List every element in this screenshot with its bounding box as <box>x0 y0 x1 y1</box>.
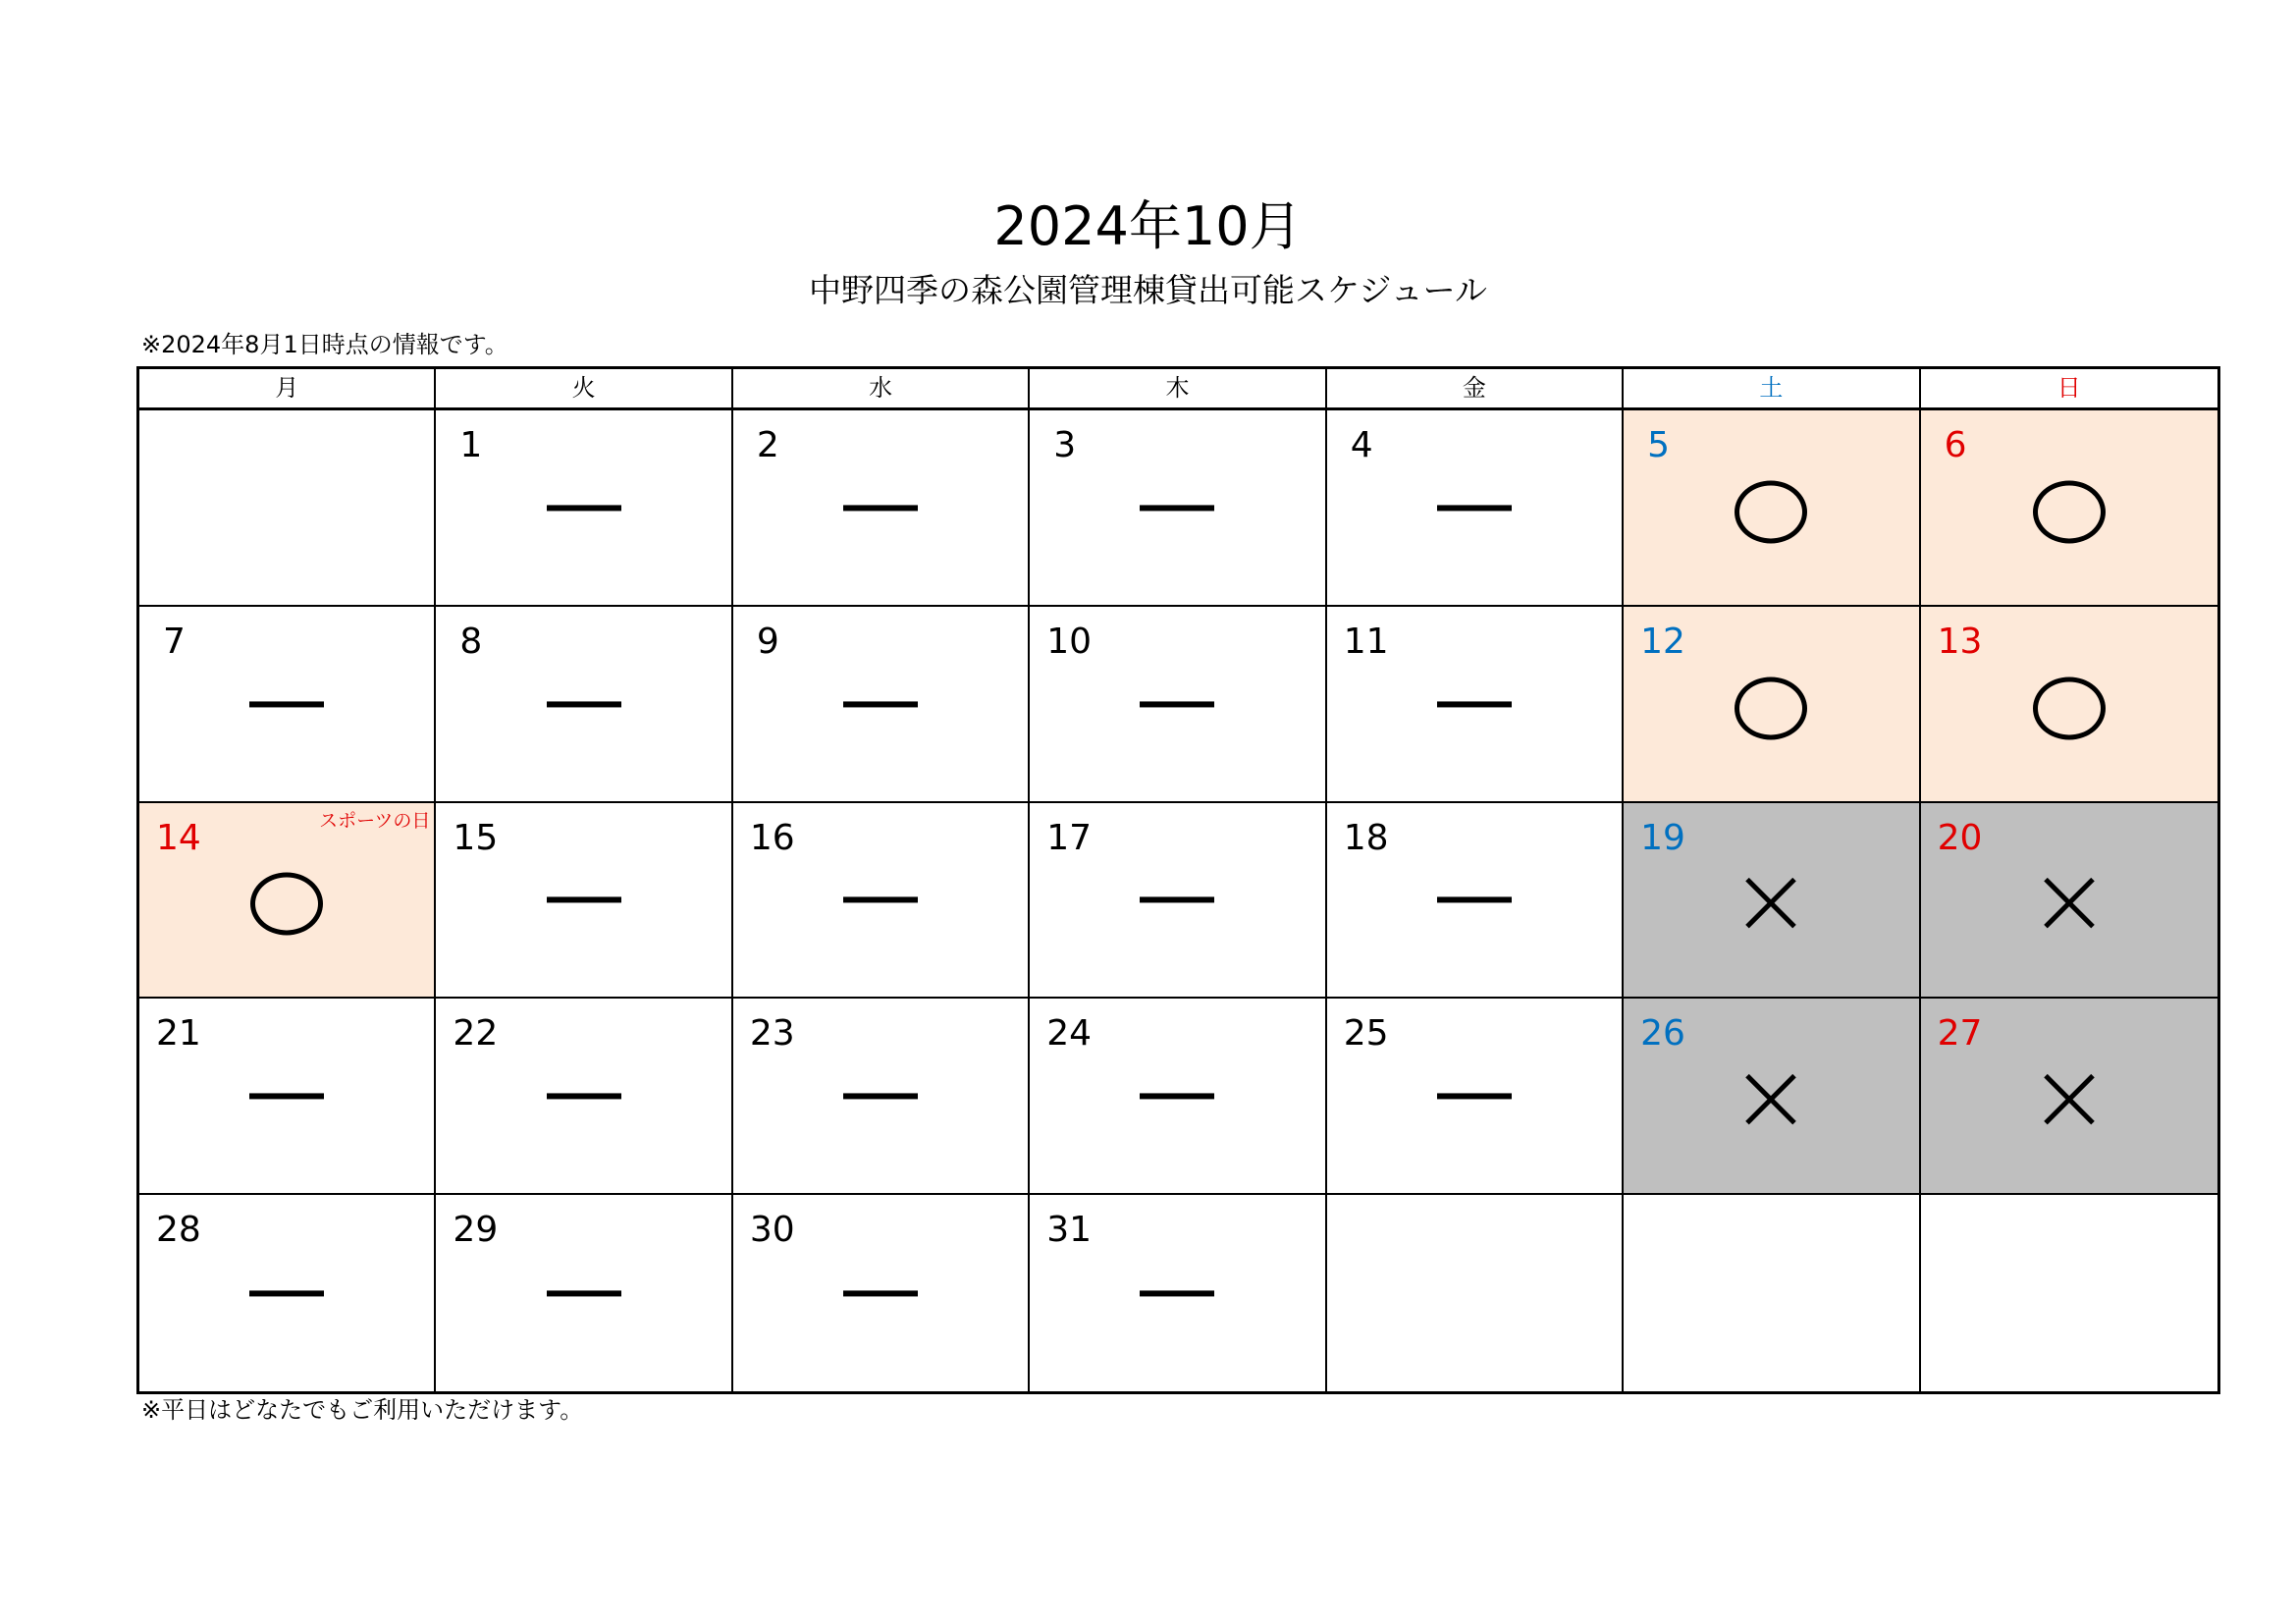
day-number: 5 <box>1647 425 1671 465</box>
day-number: 9 <box>756 621 779 662</box>
calendar-day-cell <box>436 1195 732 1391</box>
calendar-empty-cell <box>1921 1195 2217 1391</box>
day-number: 24 <box>1046 1013 1093 1055</box>
unavailable-dash-icon <box>547 505 621 511</box>
day-number: 18 <box>1343 817 1389 858</box>
unavailable-dash-icon <box>249 1291 324 1297</box>
day-number: 21 <box>156 1013 201 1055</box>
day-number: 6 <box>1944 425 1967 465</box>
day-number: 26 <box>1640 1013 1685 1055</box>
unavailable-dash-icon <box>843 505 918 511</box>
calendar-day-cell <box>1624 999 1920 1195</box>
page-title: 2024年10月 <box>993 195 1303 257</box>
holiday-label: スポーツの日 <box>319 809 431 832</box>
calendar-day-cell <box>436 607 732 803</box>
unavailable-dash-icon <box>1140 897 1214 903</box>
calendar-day-cell <box>1921 803 2217 1000</box>
calendar-day-cell <box>1030 607 1326 803</box>
day-number: 13 <box>1937 621 1983 662</box>
unavailable-dash-icon <box>547 1291 621 1297</box>
day-number: 31 <box>1046 1210 1093 1251</box>
booked-cross-icon <box>2044 878 2095 929</box>
calendar-day-cell <box>733 607 1030 803</box>
day-number: 19 <box>1640 817 1685 858</box>
unavailable-dash-icon <box>1140 1291 1214 1297</box>
weekday-header: 金 <box>1327 369 1624 410</box>
booked-cross-icon <box>2044 1074 2095 1125</box>
unavailable-dash-icon <box>843 701 918 707</box>
weekday-header: 火 <box>436 369 732 410</box>
day-number: 25 <box>1343 1013 1389 1055</box>
day-number: 3 <box>1053 425 1077 465</box>
calendar-day-cell <box>733 410 1030 607</box>
calendar-day-cell <box>1030 410 1326 607</box>
booked-cross-icon <box>1745 878 1796 929</box>
booked-cross-icon <box>1745 1074 1796 1125</box>
available-circle-icon <box>2033 677 2106 739</box>
unavailable-dash-icon <box>843 1291 918 1297</box>
unavailable-dash-icon <box>547 897 621 903</box>
unavailable-dash-icon <box>1437 1094 1512 1100</box>
calendar-day-cell <box>733 803 1030 1000</box>
calendar-day-cell <box>139 607 436 803</box>
day-number: 23 <box>749 1013 795 1055</box>
day-number: 27 <box>1937 1013 1983 1055</box>
calendar-day-cell <box>1624 803 1920 1000</box>
available-circle-icon <box>1735 480 1807 543</box>
calendar-day-cell <box>436 999 732 1195</box>
calendar-day-cell <box>1327 410 1624 607</box>
day-number: 14 <box>156 817 201 858</box>
weekday-header: 木 <box>1030 369 1326 410</box>
day-number: 4 <box>1350 425 1373 465</box>
calendar-day-cell <box>139 1195 436 1391</box>
weekday-header: 月 <box>139 369 436 410</box>
calendar-day-cell <box>436 410 732 607</box>
day-number: 10 <box>1046 621 1093 662</box>
calendar-day-cell <box>1624 607 1920 803</box>
available-circle-icon <box>250 873 323 936</box>
calendar-empty-cell <box>1624 1195 1920 1391</box>
calendar-empty-cell <box>1327 1195 1624 1391</box>
weekday-header: 日 <box>1921 369 2217 410</box>
info-date-note: ※2024年8月1日時点の情報です。 <box>141 331 508 358</box>
unavailable-dash-icon <box>1437 505 1512 511</box>
calendar-day-cell <box>1327 999 1624 1195</box>
day-number: 1 <box>459 425 483 465</box>
weekday-header: 土 <box>1624 369 1920 410</box>
calendar-day-cell <box>1030 803 1326 1000</box>
unavailable-dash-icon <box>547 1094 621 1100</box>
day-number: 22 <box>453 1013 499 1055</box>
available-circle-icon <box>1735 677 1807 739</box>
day-number: 17 <box>1046 817 1093 858</box>
day-number: 30 <box>749 1210 795 1251</box>
calendar-day-cell <box>733 1195 1030 1391</box>
unavailable-dash-icon <box>1437 897 1512 903</box>
page-subtitle: 中野四季の森公園管理棟貸出可能スケジュール <box>808 271 1488 309</box>
day-number: 16 <box>749 817 795 858</box>
weekday-usage-note: ※平日はどなたでもご利用いただけます。 <box>141 1396 584 1424</box>
unavailable-dash-icon <box>547 701 621 707</box>
calendar-day-cell <box>1921 999 2217 1195</box>
calendar-day-cell <box>139 999 436 1195</box>
calendar-day-cell <box>436 803 732 1000</box>
unavailable-dash-icon <box>1437 701 1512 707</box>
day-number: 12 <box>1640 621 1685 662</box>
calendar-empty-cell <box>139 410 436 607</box>
calendar-day-cell <box>1921 410 2217 607</box>
day-number: 2 <box>756 425 779 465</box>
unavailable-dash-icon <box>1140 701 1214 707</box>
calendar-day-cell <box>1921 607 2217 803</box>
calendar-day-cell <box>1030 1195 1326 1391</box>
unavailable-dash-icon <box>249 701 324 707</box>
unavailable-dash-icon <box>843 897 918 903</box>
calendar-day-cell <box>1327 803 1624 1000</box>
day-number: 7 <box>163 621 186 662</box>
unavailable-dash-icon <box>1140 505 1214 511</box>
calendar-day-cell <box>139 803 436 1000</box>
day-number: 8 <box>459 621 483 662</box>
day-number: 29 <box>453 1210 499 1251</box>
unavailable-dash-icon <box>249 1094 324 1100</box>
unavailable-dash-icon <box>843 1094 918 1100</box>
day-number: 28 <box>156 1210 201 1251</box>
day-number: 15 <box>453 817 499 858</box>
calendar-day-cell <box>1030 999 1326 1195</box>
weekday-header: 水 <box>733 369 1030 410</box>
day-number: 11 <box>1343 621 1389 662</box>
calendar-day-cell <box>733 999 1030 1195</box>
unavailable-dash-icon <box>1140 1094 1214 1100</box>
available-circle-icon <box>2033 480 2106 543</box>
calendar-day-cell <box>1624 410 1920 607</box>
calendar-grid <box>136 366 2220 1394</box>
day-number: 20 <box>1937 817 1983 858</box>
calendar-day-cell <box>1327 607 1624 803</box>
